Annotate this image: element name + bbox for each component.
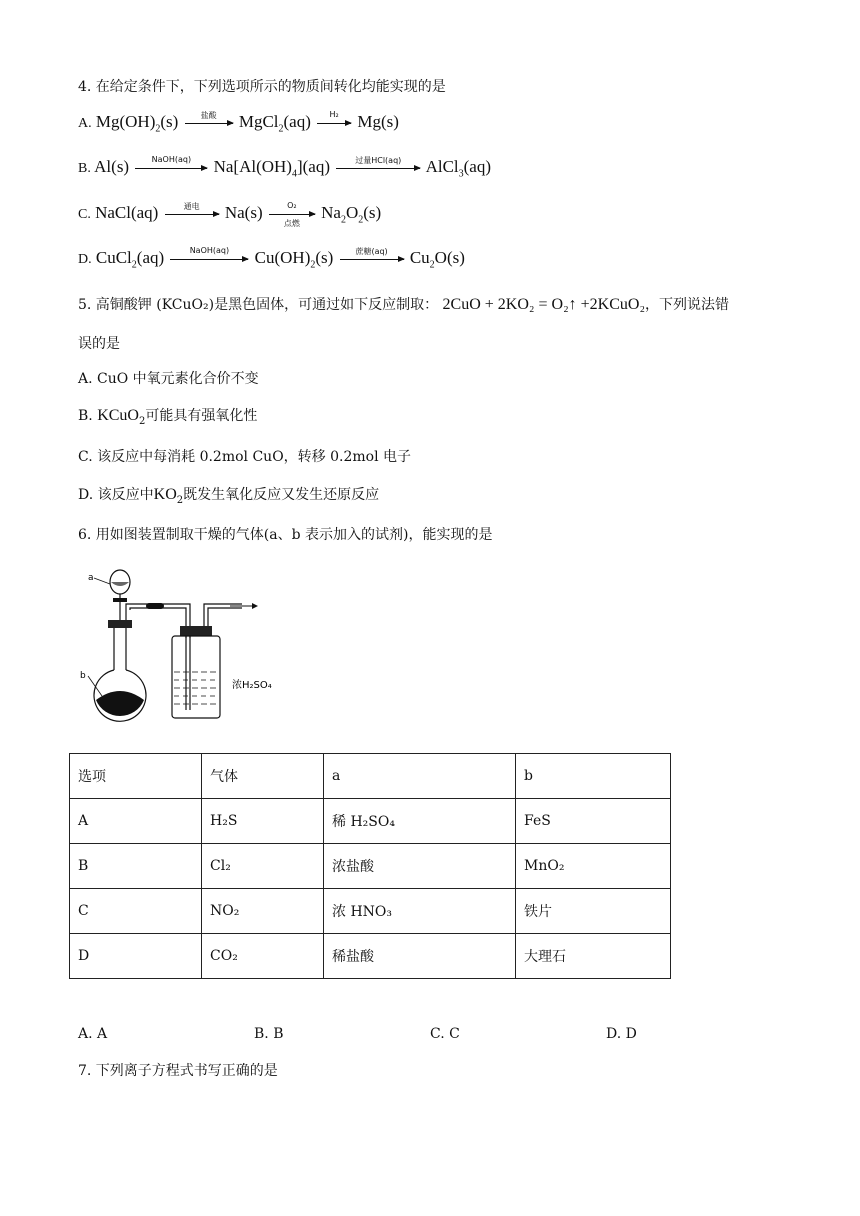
- table-cell: D: [70, 934, 202, 979]
- reaction-arrow: [340, 246, 404, 260]
- option-label: C.: [78, 207, 91, 222]
- option-label: B.: [78, 408, 93, 424]
- q4-option-b: [78, 154, 491, 180]
- q6-choice-d: D. D: [606, 1026, 637, 1042]
- table-header: a: [324, 754, 516, 799]
- table-cell: CO₂: [202, 934, 324, 979]
- formula: (aq): [136, 248, 165, 267]
- table-header-row: [70, 754, 671, 799]
- q5-equation: 2CuO + 2KO₂ = O₂↑ +2KCuO₂: [442, 296, 646, 313]
- table-cell: H₂S: [202, 799, 324, 844]
- formula: ](aq): [296, 157, 330, 176]
- reaction-arrow: [269, 200, 315, 228]
- arrow-condition: H₂: [329, 109, 339, 119]
- reaction-arrow: [317, 109, 351, 124]
- subscript: 4: [291, 168, 297, 180]
- table-cell: FeS: [516, 799, 671, 844]
- formula: Cu: [409, 248, 430, 267]
- subscript: 2: [358, 214, 364, 226]
- subscript: 2: [310, 259, 316, 271]
- figure-label-b: b: [80, 671, 86, 681]
- reaction-arrow: [170, 245, 248, 260]
- subscript: 3: [458, 168, 464, 180]
- q6-choice-a: A. A: [78, 1026, 108, 1042]
- arrow-condition: O₂: [287, 200, 297, 210]
- arrow-condition: 过量HCl(aq): [355, 155, 402, 165]
- formula: (s): [160, 112, 179, 131]
- q5-option-a: A. CuO 中氧元素化合价不变: [78, 371, 259, 387]
- subscript: 2: [176, 494, 184, 506]
- q5-option-c: C. 该反应中每消耗 0.2mol CuO，转移 0.2mol 电子: [78, 449, 412, 465]
- reaction-arrow: [135, 154, 207, 169]
- option-label: A.: [78, 116, 92, 131]
- table-cell: 浓 HNO₃: [324, 889, 516, 934]
- q6-stem: 6. 用如图装置制取干燥的气体(a、b 表示加入的试剂)，能实现的是: [78, 527, 493, 543]
- q5-stem-text: ，下列说法错: [645, 297, 730, 313]
- option-label: B.: [78, 161, 91, 176]
- table-cell: 大理石: [516, 934, 671, 979]
- subscript: 2: [138, 415, 146, 427]
- table-cell: B: [70, 844, 202, 889]
- table-cell: 浓盐酸: [324, 844, 516, 889]
- formula: KO: [153, 486, 177, 503]
- formula: Na: [321, 203, 341, 222]
- table-cell: MnO₂: [516, 844, 671, 889]
- reaction-arrow: [165, 201, 219, 215]
- q6-choice-c: C. C: [430, 1026, 460, 1042]
- reaction-arrow: [185, 110, 233, 124]
- formula: Mg(OH): [95, 112, 156, 131]
- formula: AlCl: [425, 157, 459, 176]
- arrow-condition: 通电: [183, 201, 200, 211]
- table-cell: 稀 H₂SO₄: [324, 799, 516, 844]
- q5-option-d: [78, 484, 379, 506]
- formula: (aq): [463, 157, 491, 176]
- q4-option-d: [78, 245, 465, 271]
- subscript: 2: [429, 259, 435, 271]
- q5-stem-text: 5. 高铜酸钾 (KCuO₂)是黑色固体，可通过如下反应制取：: [78, 297, 439, 313]
- arrow-condition: 盐酸: [200, 110, 217, 120]
- table-row: [70, 844, 671, 889]
- option-label: D.: [78, 252, 92, 267]
- q5-stem-cont: 误的是: [78, 336, 120, 352]
- formula: KCuO: [97, 407, 139, 424]
- subscript: 2: [278, 123, 284, 135]
- table-cell: 稀盐酸: [324, 934, 516, 979]
- q5-option-b: [78, 405, 257, 427]
- table-cell: 铁片: [516, 889, 671, 934]
- formula: MgCl: [238, 112, 279, 131]
- formula: CuCl: [95, 248, 132, 267]
- formula: Al(s): [94, 157, 130, 176]
- table-row: [70, 889, 671, 934]
- arrow-condition: NaOH(aq): [189, 245, 230, 255]
- formula: O(s): [434, 248, 465, 267]
- arrow-condition: NaOH(aq): [151, 154, 192, 164]
- apparatus-figure: [80, 560, 300, 725]
- table-cell: Cl₂: [202, 844, 324, 889]
- table-cell: C: [70, 889, 202, 934]
- formula: (aq): [283, 112, 311, 131]
- q6-table: [69, 753, 671, 979]
- formula: Mg(s): [357, 112, 399, 131]
- formula: Cu(OH): [254, 248, 311, 267]
- arrow-condition: 蔗糖(aq): [355, 246, 388, 256]
- q5-stem: [78, 294, 729, 314]
- table-cell: A: [70, 799, 202, 844]
- subscript: 2: [340, 214, 346, 226]
- formula: Na[Al(OH): [213, 157, 292, 176]
- table-header: b: [516, 754, 671, 799]
- option-text: 可能具有强氧化性: [145, 408, 258, 424]
- arrow-condition: 点燃: [283, 218, 300, 228]
- table-row: [70, 934, 671, 979]
- formula: (s): [363, 203, 382, 222]
- table-row: [70, 799, 671, 844]
- formula: Na(s): [224, 203, 263, 222]
- table-cell: NO₂: [202, 889, 324, 934]
- q7-stem: 7. 下列离子方程式书写正确的是: [78, 1063, 278, 1079]
- option-text: D. 该反应中: [78, 487, 154, 503]
- formula: O: [345, 203, 359, 222]
- reaction-arrow: [336, 155, 420, 169]
- formula: NaCl(aq): [95, 203, 159, 222]
- q4-option-c: [78, 200, 382, 228]
- q6-choice-b: B. B: [254, 1026, 284, 1042]
- table-header: 气体: [202, 754, 324, 799]
- formula: (s): [315, 248, 334, 267]
- subscript: 2: [155, 123, 161, 135]
- option-text: 既发生氧化反应又发生还原反应: [183, 487, 380, 503]
- figure-label-a: a: [88, 573, 94, 583]
- q4-stem: 4. 在给定条件下，下列选项所示的物质间转化均能实现的是: [78, 79, 446, 95]
- subscript: 2: [131, 259, 137, 271]
- figure-label-acid: 浓H₂SO₄: [232, 680, 272, 691]
- q4-option-a: [78, 109, 399, 135]
- table-header: 选项: [70, 754, 202, 799]
